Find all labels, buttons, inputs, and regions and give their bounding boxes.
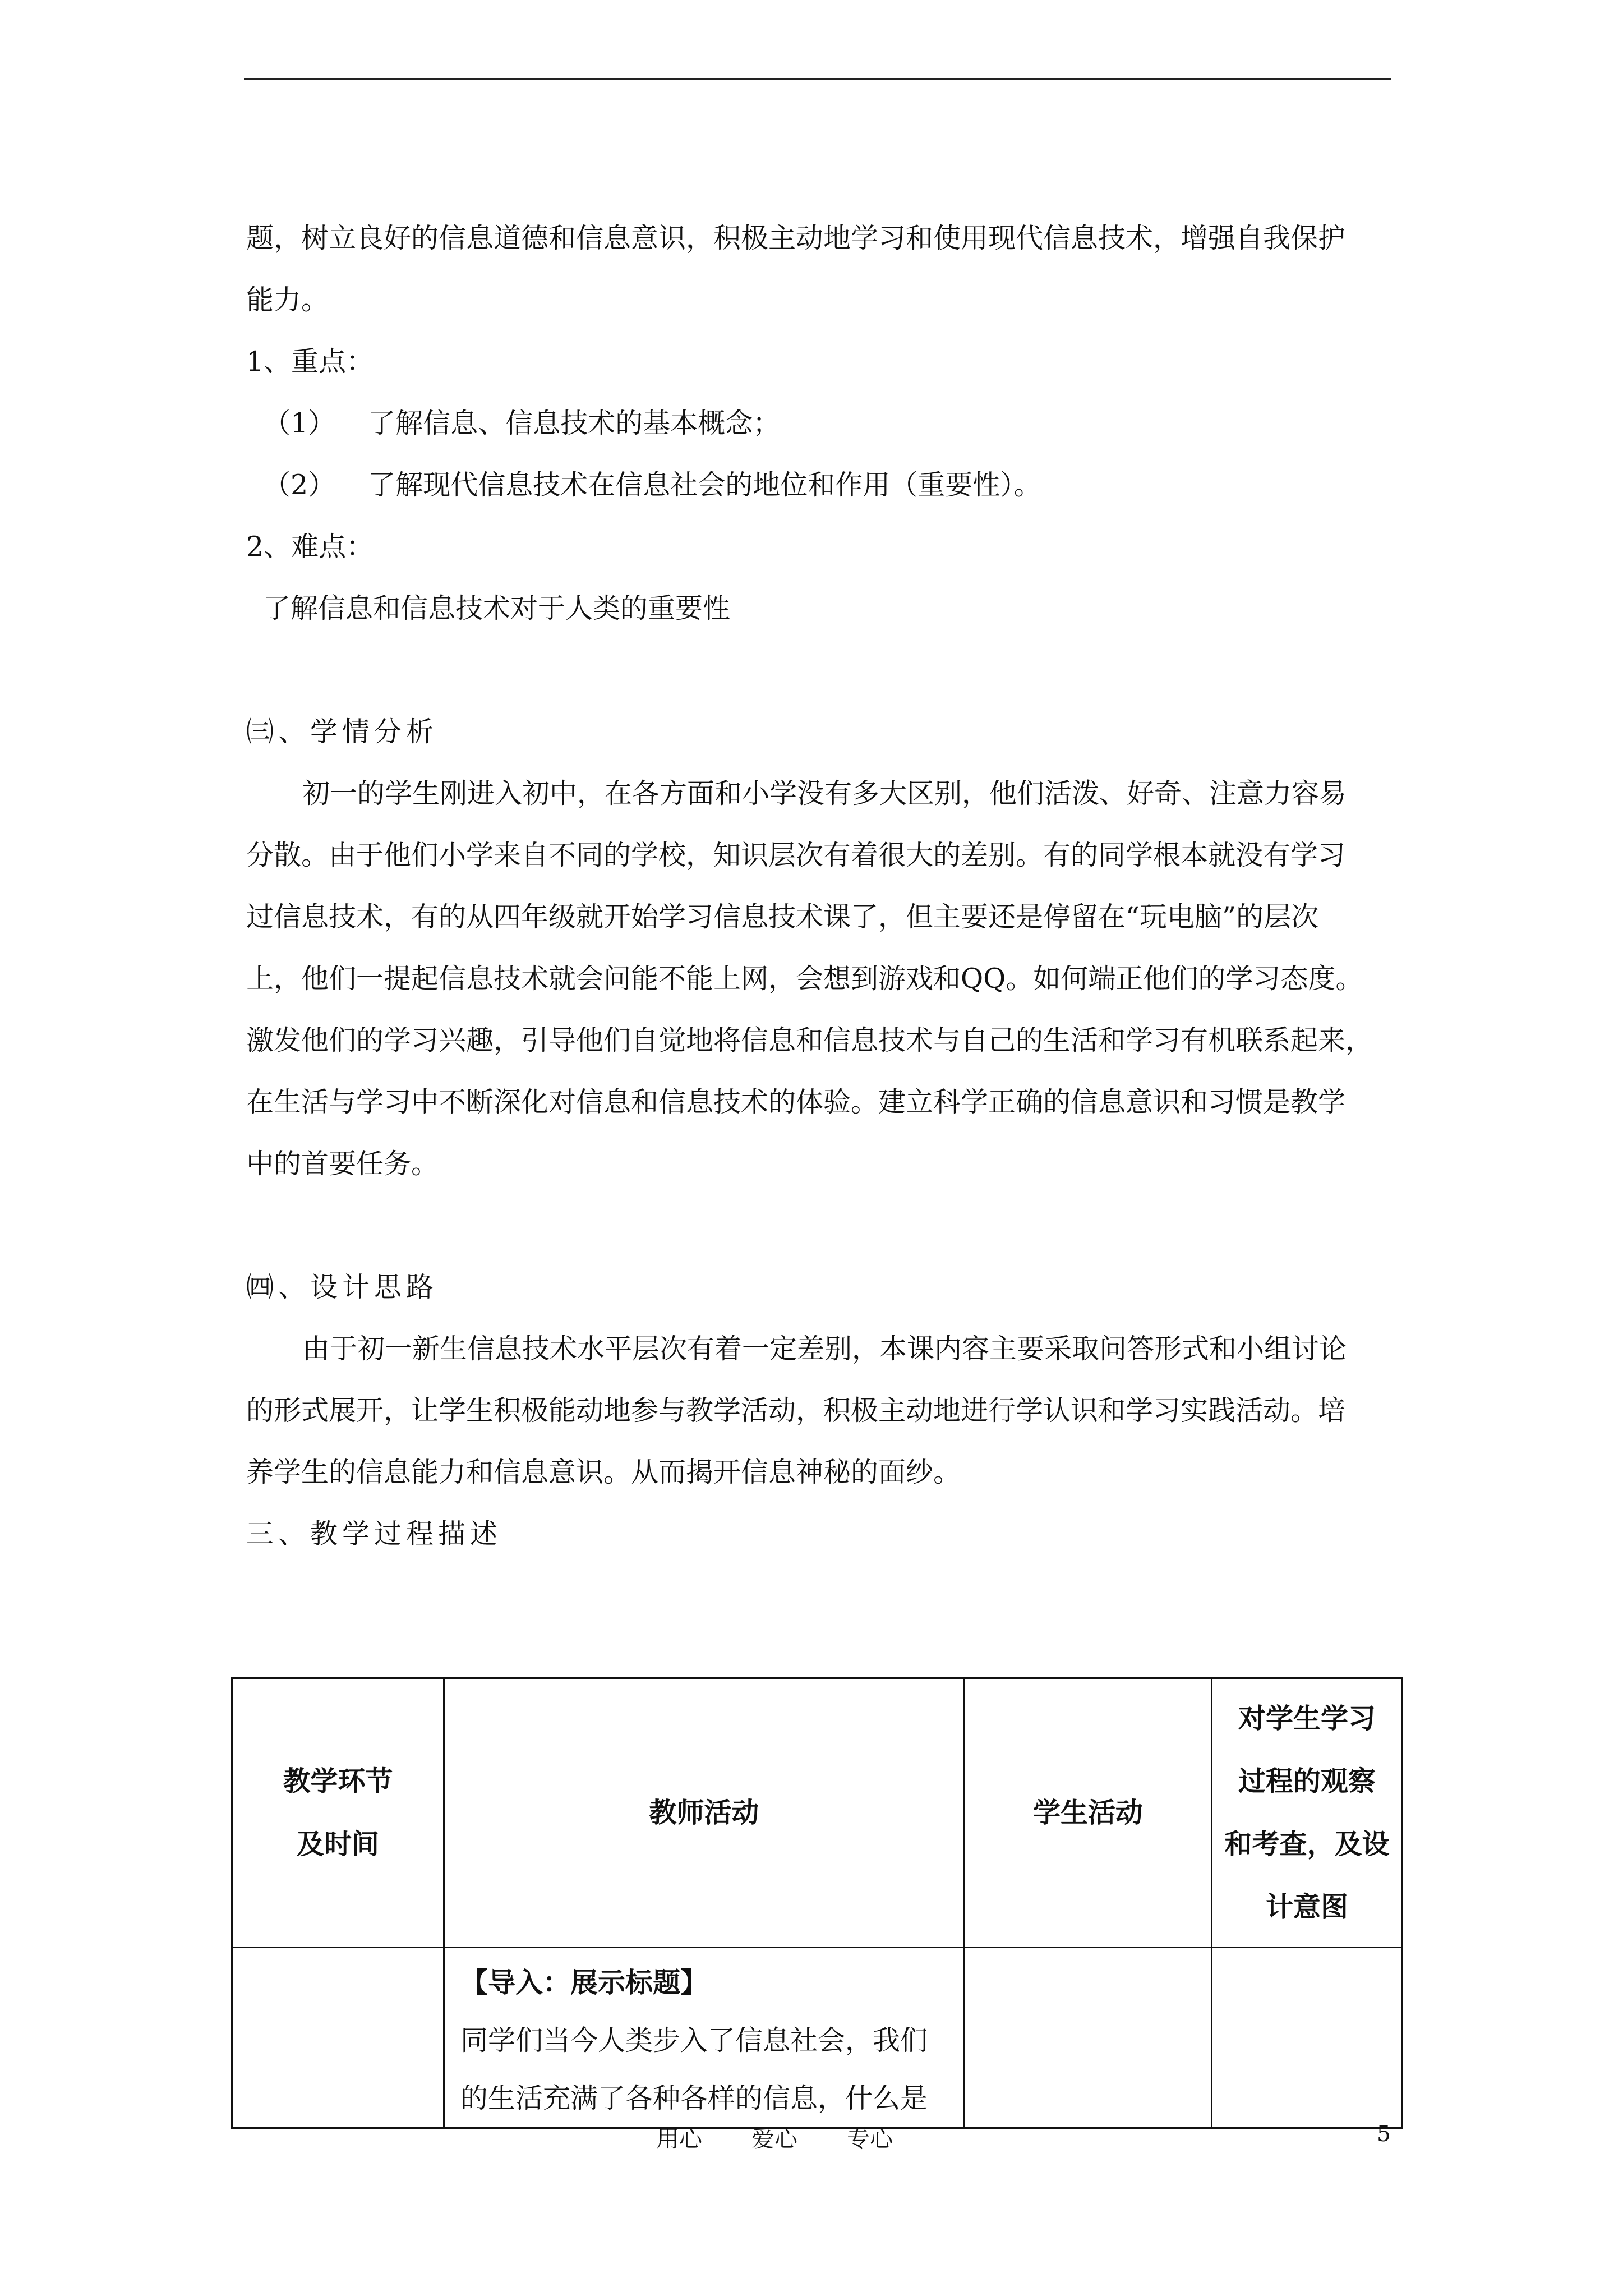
paragraph-line: 激发他们的学习兴趣，引导他们自觉地将信息和信息技术与自己的生活和学习有机联系起来， [246, 1024, 1373, 1056]
key-point-item-2 [246, 454, 1407, 516]
header-rule [244, 78, 1391, 80]
table [231, 1677, 1403, 2129]
header-line: 教学环节 [283, 1765, 393, 1797]
list-text: 了解信息、信息技术的基本概念； [368, 407, 781, 439]
key-point-item-1 [246, 393, 1407, 454]
header-cell-teacher: 教师活动 [444, 1678, 965, 1948]
document-body [246, 208, 1407, 1565]
header-line: 对学生学习 [1238, 1702, 1376, 1734]
list-number: （1） [263, 407, 336, 439]
header-cell-student: 学生活动 [965, 1678, 1212, 1948]
cell-line: 的生活充满了各种各样的信息，什么是 [460, 2082, 928, 2114]
paragraph-line: 题，树立良好的信息道德和信息意识，积极主动地学习和使用现代信息技术，增强自我保护 [246, 222, 1346, 254]
paragraph-line: 过信息技术，有的从四年级就开始学习信息技术课了，但主要还是停留在“玩电脑”的层次 [246, 901, 1319, 933]
table-cell-teacher [444, 1948, 965, 2128]
intro-heading: 【导入：展示标题】 [460, 1967, 708, 1999]
paragraph-line: 在生活与学习中不断深化对信息和信息技术的体验。建立科学正确的信息意识和习惯是教学 [246, 1086, 1346, 1118]
paragraph-line: 分散。由于他们小学来自不同的学校，知识层次有着很大的差别。有的同学根本就没有学习 [246, 839, 1346, 871]
footer-word: 用心 [656, 2125, 702, 2152]
paragraph-line: 的形式展开，让学生积极能动地参与教学活动，积极主动地进行学认识和学习实践活动。培 [246, 1395, 1346, 1427]
header-line: 过程的观察 [1238, 1765, 1376, 1797]
page-number: 5 [1377, 2122, 1391, 2147]
paragraph-line: 由于初一新生信息技术水平层次有着一定差别，本课内容主要采取问答形式和小组讨论 [302, 1333, 1347, 1365]
section-title-learner-analysis: ㈢、学情分析 [246, 716, 439, 748]
table-header-row [232, 1678, 1403, 1948]
footer-word: 专心 [847, 2125, 893, 2152]
header-line: 计意图 [1265, 1890, 1348, 1923]
list-number: （2） [263, 469, 336, 501]
header-cell-stage [232, 1678, 444, 1948]
paragraph-line: 初一的学生刚进入初中，在各方面和小学没有多大区别，他们活泼、好奇、注意力容易 [302, 777, 1347, 809]
part-title-teaching-process: 三、教学过程描述 [246, 1518, 502, 1550]
cell-line: 同学们当今人类步入了信息社会，我们 [460, 2024, 928, 2056]
paragraph-line: 能力。 [246, 284, 329, 316]
paragraph-line: 养学生的信息能力和信息意识。从而揭开信息神秘的面纱。 [246, 1456, 961, 1488]
header-line: 及时间 [296, 1828, 379, 1860]
footer-motto [656, 2120, 893, 2154]
teaching-process-table [231, 1677, 1401, 2114]
paragraph-line: 中的首要任务。 [246, 1148, 439, 1180]
footer-word: 爱心 [751, 2125, 797, 2152]
table-row [232, 1948, 1403, 2128]
table-cell-observation [1212, 1948, 1403, 2128]
difficulty-text: 了解信息和信息技术对于人类的重要性 [263, 592, 731, 624]
table-cell-stage [232, 1948, 444, 2128]
table-cell-student [965, 1948, 1212, 2128]
key-points-heading: 1、重点： [246, 346, 374, 378]
section-title-design: ㈣、设计思路 [246, 1271, 439, 1303]
header-line: 和考查，及设 [1224, 1828, 1390, 1860]
difficulty-heading: 2、难点： [246, 531, 374, 563]
list-text: 了解现代信息技术在信息社会的地位和作用（重要性）。 [368, 469, 1041, 501]
header-cell-observation [1212, 1678, 1403, 1948]
paragraph-line: 上，他们一提起信息技术就会问能不能上网，会想到游戏和QQ。如何端正他们的学习态度。 [246, 963, 1363, 995]
